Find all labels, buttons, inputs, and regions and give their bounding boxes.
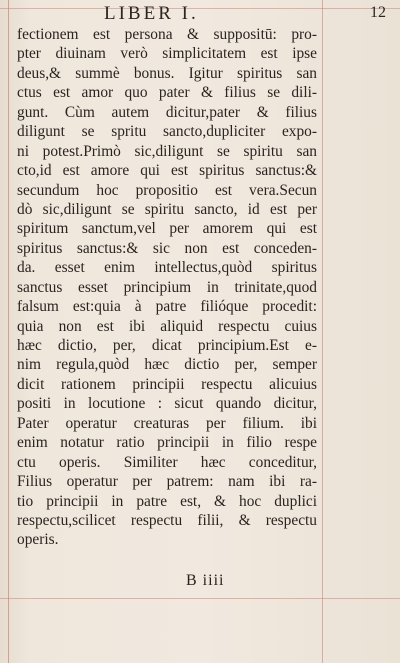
text-line: respectu,scilicet respectu filii, & respectu bbox=[17, 511, 317, 529]
body-text bbox=[17, 25, 317, 550]
page-number: 12 bbox=[370, 4, 386, 21]
text-line: deus,& summè bonus. Igitur spiritus san bbox=[17, 64, 317, 82]
text-line: falsum est:quia à patre filióque procedit: bbox=[17, 298, 317, 316]
bottom-ruled-line bbox=[0, 598, 400, 599]
text-line: operis. bbox=[17, 531, 59, 549]
text-line: quia non est ibi aliquid respectu cuius bbox=[17, 317, 317, 335]
text-line: spiritum sanctum,vel per amorem qui est bbox=[17, 220, 317, 238]
text-line: da. esset enim intellectus,quòd spiritus bbox=[17, 259, 317, 277]
right-ruled-line bbox=[322, 0, 323, 663]
text-line: enim notatur ratio principii in filio respe bbox=[17, 434, 317, 452]
text-line: ni potest.Primò sic,diligunt se spiritu san bbox=[17, 142, 317, 160]
text-line: cto,id est amore qui est spiritus sanctus:& bbox=[17, 162, 317, 180]
text-line: diligunt se spritu sancto,dupliciter expo- bbox=[17, 123, 317, 141]
text-line: positi in locutione : sicut quando dicitur, bbox=[17, 395, 317, 413]
text-line: Filius operatur per patrem: nam ibi ra- bbox=[17, 473, 317, 491]
text-line: dò sic,diligunt se spiritu sancto, id est per bbox=[17, 200, 317, 218]
text-line: Pater operatur creaturas per filium. ibi bbox=[17, 414, 317, 432]
running-head: LIBER I. bbox=[104, 3, 199, 24]
text-line: gunt. Cùm autem dicitur,pater & filius bbox=[17, 103, 317, 121]
text-line: ctu operis. Similiter hæc conceditur, bbox=[17, 453, 317, 471]
text-line: fectionem est persona & suppositū: pro- bbox=[17, 26, 317, 43]
text-line: ctus est amor quo pater & filius se dili- bbox=[17, 84, 317, 102]
text-line: sanctus esset principium in trinitate,quod bbox=[17, 278, 317, 296]
text-line: secundum hoc propositio est vera.Secun bbox=[17, 181, 317, 199]
text-line: nim regula,quòd hæc dictio per, semper bbox=[17, 356, 317, 374]
text-line: dicit rationem principii respectu alicuius bbox=[17, 375, 317, 393]
text-line: spiritus sanctus:& sic non est conceden- bbox=[17, 239, 317, 257]
signature-mark: B iiii bbox=[186, 572, 225, 589]
text-line: tio principii in patre est, & hoc duplici bbox=[17, 492, 317, 510]
text-line: hæc dictio, per, dicat principium.Est e- bbox=[17, 337, 317, 354]
left-ruled-line bbox=[8, 0, 9, 663]
text-line: pter diuinam verò simplicitatem est ipse bbox=[17, 45, 317, 63]
top-ruled-line bbox=[0, 8, 400, 9]
